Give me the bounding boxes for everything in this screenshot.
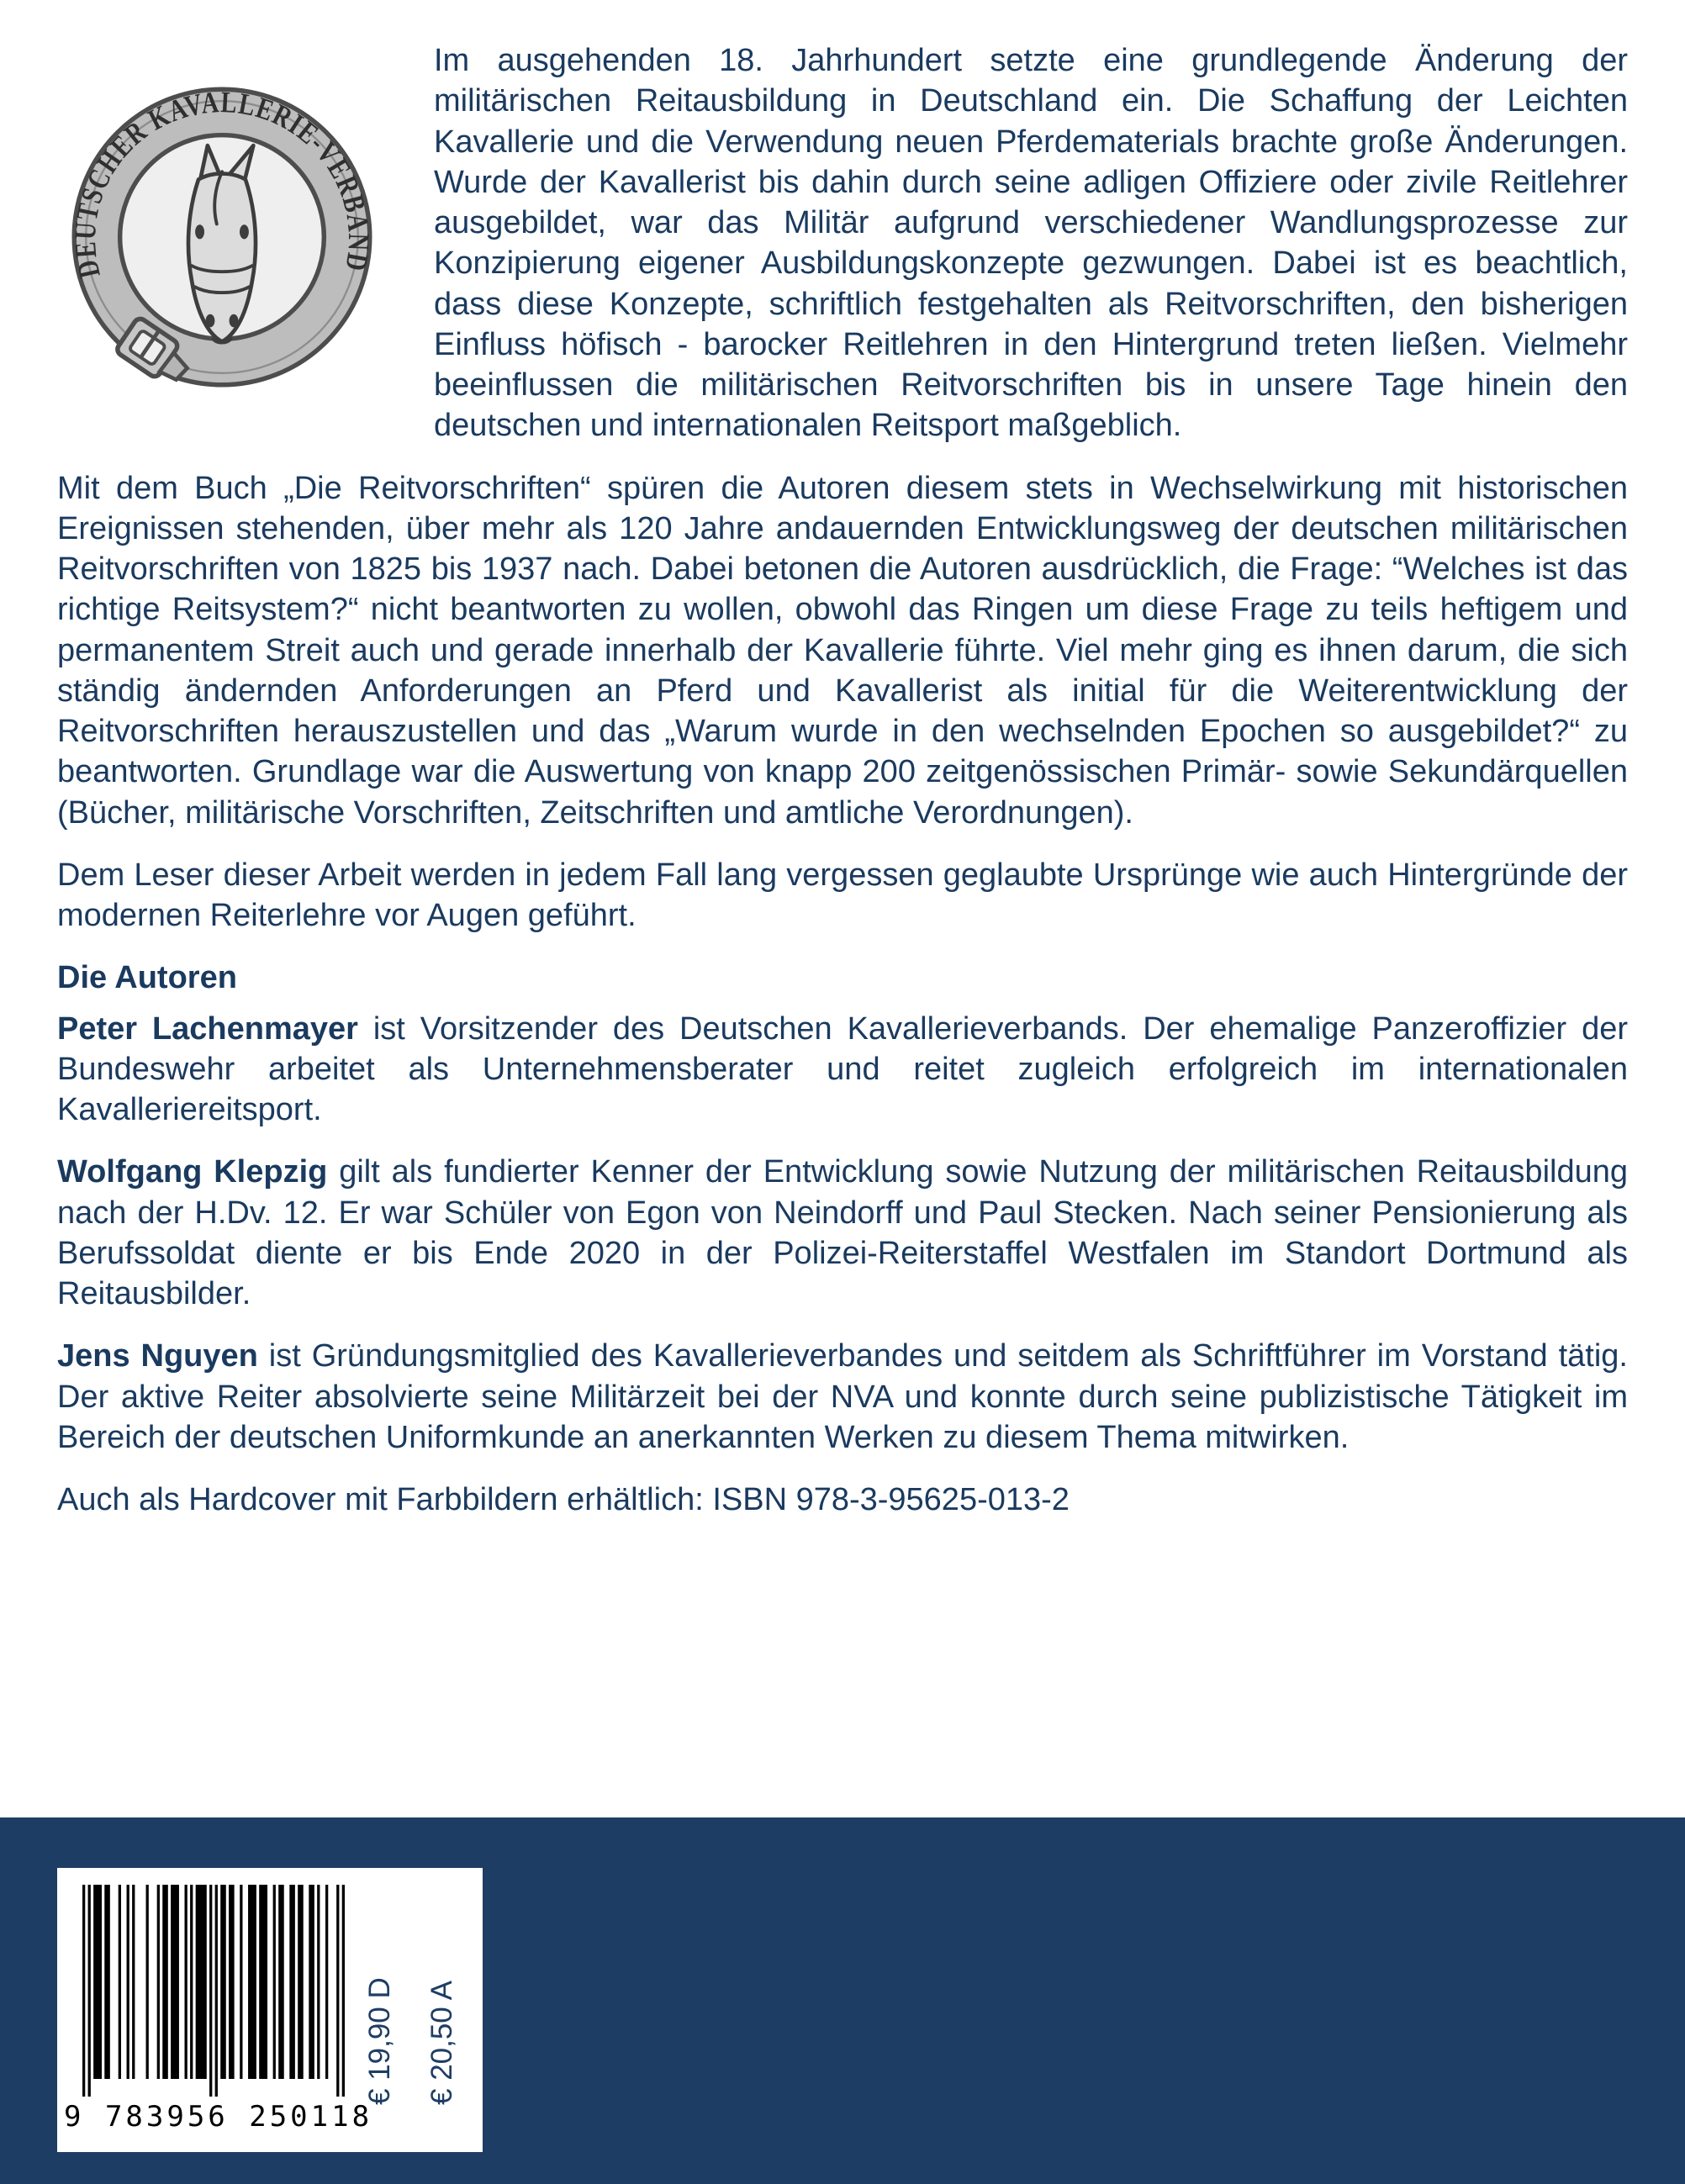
reader-note-paragraph: Dem Leser dieser Arbeit werden in jedem Fall lang vergessen geglaubte Ursprünge wie auch Hintergründe der modernen Reiterlehre vor Augen geführt. xyxy=(57,857,1628,933)
author-entry-nguyen xyxy=(57,1336,1628,1458)
logo-ring-text: DEUTSCHER KAVALLERIE-VERBAND xyxy=(67,84,377,282)
author-bio: ist Gründungsmitglied des Kavallerieverbandes und seitdem als Schriftführer im Vorstand tätig. Der aktive Reiter absolvierte seine Militärzeit bei der NVA und konnte durch seine publizistische Tätigkeit im Bereich der deutschen Uniformkunde an anerkannten Werken zu diesem Thema mitwirken. xyxy=(57,1338,1628,1455)
bottom-color-band xyxy=(0,1817,1685,2184)
author-entry-lachenmayer xyxy=(57,1009,1628,1131)
barcode-digits: 9 783956 250118 xyxy=(64,2100,373,2134)
price-austria: € 20,50 A xyxy=(425,1981,458,2105)
author-name: Peter Lachenmayer xyxy=(57,1010,358,1047)
author-bio: gilt als fundierter Kenner der Entwicklung sowie Nutzung der militärischen Reitausbildung nach der H.Dv. 12. Er war Schüler von Egon von Neindorff und Paul Stecken. Nach seiner Pensionierung als Berufssoldat diente er bis Ende 2020 in der Polizei-Reiterstaffel Westfalen im Standort Dortmund als Reitausbilder. xyxy=(57,1154,1628,1311)
intro-column xyxy=(434,40,1628,446)
book-description-paragraph: Mit dem Buch „Die Reitvorschriften“ spüren die Autoren diesem stets in Wechselwirkung mit historischen Ereignissen stehenden, über mehr als 120 Jahre andauernden Entwicklungsweg der deutschen militärischen Reitvorschriften von 1825 bis 1937 nach. Dabei betonen die Autoren ausdrücklich, die Frage: “Welches ist das richtige Reitsystem?“ nicht beantworten zu wollen, obwohl das Ringen um diese Frage zu teils heftigem und permanentem Streit auch und gerade innerhalb der Kavallerie führte. Viel mehr ging es ihnen darum, die sich ständig ändernden Anforderungen an Pferd und Kavallerist als initial für die Weiterentwicklung der Reitvorschriften herauszustellen und das „Warum wurde in den wechselnden Epochen so ausgebildet?“ zu beantworten. Grundlage war die Auswertung von knapp 200 zeitgenössischen Primär- sowie Sekundärquellen (Bücher, militärische Vorschriften, Zeitschriften und amtliche Verordnungen). xyxy=(57,470,1628,831)
ean13-barcode xyxy=(82,1885,345,2097)
author-name: Wolfgang Klepzig xyxy=(57,1154,328,1190)
intro-row xyxy=(57,40,1628,446)
publisher-logo xyxy=(57,72,387,402)
hardcover-isbn-note: Auch als Hardcover mit Farbbildern erhältlich: ISBN 978-3-95625-013-2 xyxy=(57,1482,1070,1517)
price-germany: € 19,90 D xyxy=(363,1977,396,2105)
intro-paragraph: Im ausgehenden 18. Jahrhundert setzte eine grundlegende Änderung der militärischen Reitausbildung in Deutschland ein. Die Schaffung der Leichten Kavallerie und die Verwendung neuen Pferdematerials brachte große Änderungen. Wurde der Kavallerist bis dahin durch seine adligen Offiziere oder zivile Reitlehrer ausgebildet, war das Militär aufgrund verschiedener Wandlungsprozesse zur Konzipierung eigener Ausbildungskonzepte gezwungen. Dabei ist es beachtlich, dass diese Konzepte, schriftlich festgehalten als Reitvorschriften, den bisherigen Einfluss höfisch - barocker Reitlehren in den Hintergrund treten ließen. Vielmehr beeinflussen die militärischen Reitvorschriften bis in unsere Tage hinein den deutschen und internationalen Reitsport maßgeblich. xyxy=(434,43,1628,444)
authors-heading: Die Autoren xyxy=(57,960,237,996)
author-name: Jens Nguyen xyxy=(57,1338,258,1374)
author-bio: ist Vorsitzender des Deutschen Kavallerieverbands. Der ehemalige Panzeroffizier der Bundeswehr arbeitet als Unternehmensberater und reitet zugleich erfolgreich im internationalen Kavalleriereitsport. xyxy=(57,1010,1628,1127)
author-entry-klepzig xyxy=(57,1152,1628,1314)
cover-content xyxy=(57,40,1628,1542)
isbn-barcode-box xyxy=(57,1868,483,2152)
logo-column xyxy=(57,40,434,402)
